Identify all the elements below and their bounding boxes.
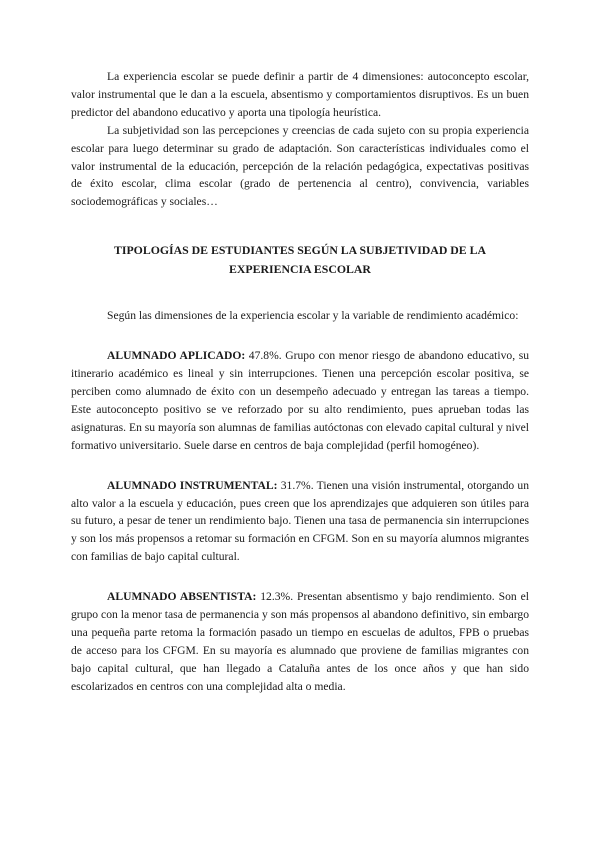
type-aplicado-label: ALUMNADO APLICADO: [107,349,246,363]
type-absentista-label: ALUMNADO ABSENTISTA: [107,590,257,604]
document-page [71,68,529,696]
type-aplicado-text: 47.8%. Grupo con menor riesgo de abandono educativo, su itinerario académico es lineal y sin interrupciones. Tienen una percepción escolar positiva, se perciben como alumnado de éxito con un desempeño adecuado y entregan las tareas a tiempo. Este autoconcepto positivo se ve reforzado por su alto rendimiento, pues aprueban todas las asignaturas. En su mayoría son alumnas de familias autóctonas con elevado capital cultural y nivel formativo universitario. Suele darse en centros de baja complejidad (perfil homogéneo). [71,349,529,452]
section-heading: TIPOLOGÍAS DE ESTUDIANTES SEGÚN LA SUBJETIVIDAD DE LA EXPERIENCIA ESCOLAR [113,243,487,277]
type-absentista-text: 12.3%. Presentan absentismo y bajo rendimiento. Son el grupo con la menor tasa de permanencia y son más propensos al abandono definitivo, sin embargo una pequeña parte retoma la formación pasado un tiempo en escuelas de adultos, FPB o pruebas de acceso para los CFGM. En su mayoría es alumnado que proviene de familias migrantes con bajo capital cultural, que han llegado a Cataluña antes de los once años y que han sido escolarizados en centros con una complejidad alta o media. [71,590,529,693]
intro-paragraph-1: La experiencia escolar se puede definir a partir de 4 dimensiones: autoconcepto escolar, valor instrumental que le dan a la escuela, absentismo y comportamientos disruptivos. Es un buen predictor del abandono educativo y aporta una tipología heurística. [71,70,529,119]
section-lead-paragraph: Según las dimensiones de la experiencia escolar y la variable de rendimiento académico: [107,309,519,323]
intro-paragraph-2: La subjetividad son las percepciones y creencias de cada sujeto con su propia experiencia escolar para luego determinar su grado de adaptación. Son características individuales como el valor instrumental de la educación, percepción de la relación pedagógica, expectativas positivas de éxito escolar, clima escolar (grado de pertenencia al centro), convivencia, variables sociodemográficas y sociales… [71,123,529,209]
type-instrumental-text: 31.7%. Tienen una visión instrumental, otorgando un alto valor a la escuela y educación, pues creen que los aprendizajes que adquieren son útiles para su futuro, a pesar de tener un rendimiento bajo. Tienen una tasa de permanencia sin interrupciones y son los más propensos a retomar su formación en CFGM. Son en su mayoría alumnos migrantes con familias de bajo capital cultural. [71,478,530,564]
type-aplicado-paragraph [71,347,529,454]
type-instrumental-label: ALUMNADO INSTRUMENTAL: [107,478,278,492]
type-instrumental-paragraph [71,477,529,567]
type-absentista-paragraph [71,588,529,695]
